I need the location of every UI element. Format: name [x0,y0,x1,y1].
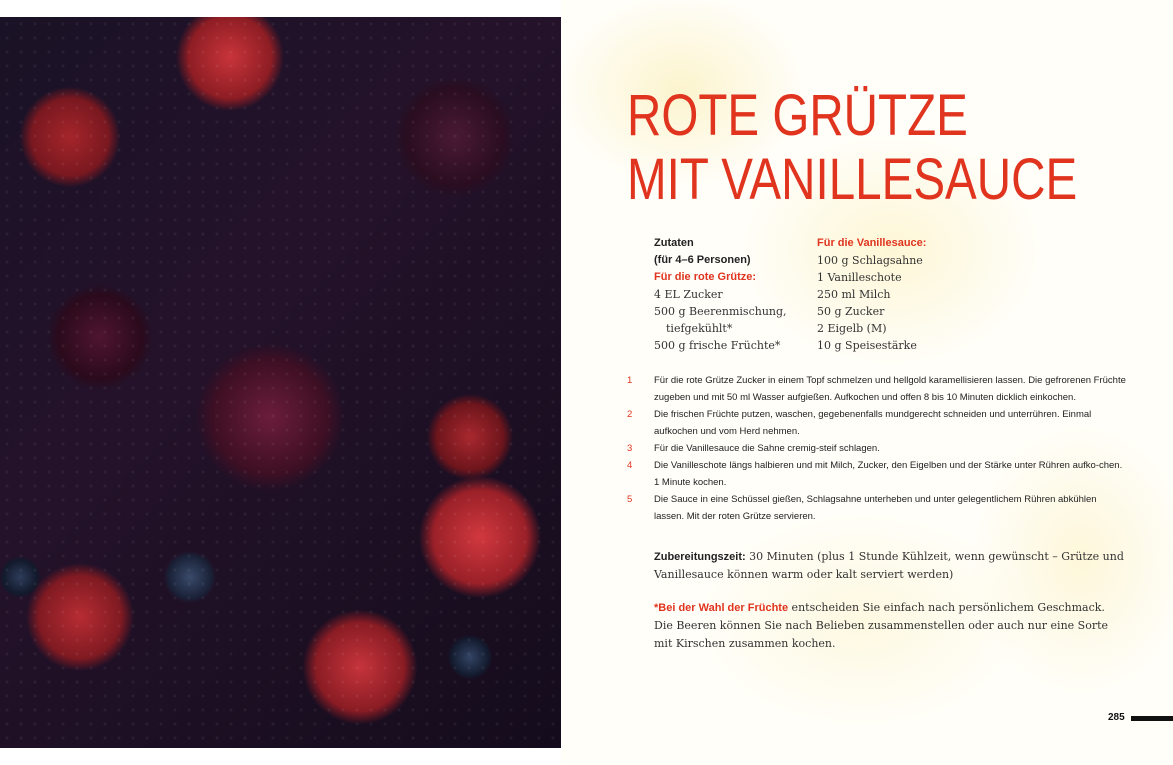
step-text: Die Sauce in eine Schüssel gießen, Schlagsahne unterheben und unter gelegentlichem Rühren abkühlen lassen. Mit der roten Grütze servieren. [654,494,1097,522]
step-text: Für die rote Grütze Zucker in einem Topf schmelzen und hellgold karamellisieren lassen. Die gefrorenen Früchte zugeben und mit 50 ml Wasser aufgießen. Aufkochen und offen 8 bis 10 Minuten dicklich einkochen. [654,375,1126,403]
ingredient-item: 250 ml Milch [817,288,891,301]
fruit-note-label: *Bei der Wahl der Früchte [654,602,789,614]
ingredients-left-column [654,235,804,354]
ingredient-item: 4 EL Zucker [654,288,723,301]
preparation-time-text: 30 Minuten (plus 1 Stunde Kühlzeit, wenn gewünscht – Grütze und Vanillesauce können warm oder kalt serviert werden) [654,550,1124,581]
step-text: Die frischen Früchte putzen, waschen, gegebenenfalls mundgerecht schneiden und unterrühren. Einmal aufkochen und vom Herd nehmen. [654,409,1092,437]
fruit-note-text: entscheiden Sie einfach nach persönlichem Geschmack. Die Beeren können Sie nach Belieben zusammenstellen oder auch nur eine Sorte mit Kirschen zusammen kochen. [654,601,1109,650]
ingredient-item: 100 g Schlagsahne [817,254,923,267]
servings-heading: (für 4–6 Personen) [654,254,751,266]
ingredients-heading: Zutaten [654,237,694,249]
ingredient-item: 1 Vanilleschote [817,271,902,284]
ingredient-item: 10 g Speisestärke [817,339,917,352]
title-line-2: MIT VANILLESAUCE [627,147,1078,212]
ingredient-item: 500 g Beerenmischung, [654,305,787,318]
ingredient-item: 50 g Zucker [817,305,885,318]
berries-photo [0,17,561,748]
fruit-note [654,599,1124,653]
step-number: 4 [627,460,633,471]
photo-texture [0,17,561,748]
ingredient-item: tiefgekühlt* [666,322,733,335]
ingredient-item: 500 g frische Früchte* [654,339,781,352]
step-number: 1 [627,375,633,386]
page-number: 285 [1108,712,1125,723]
gruetze-subheading: Für die rote Grütze: [654,271,757,283]
step-number: 2 [627,409,633,420]
ingredient-item: 2 Eigelb (M) [817,322,887,335]
step-item [627,491,1127,525]
preparation-time-label: Zubereitungszeit: [654,551,746,563]
title-line-1: ROTE GRÜTZE [627,83,968,148]
step-text: Die Vanilleschote längs halbieren und mit Milch, Zucker, den Eigelben und der Stärke unter Rühren aufko-chen. 1 Minute kochen. [654,460,1123,488]
vanillesauce-subheading: Für die Vanillesauce: [817,237,927,249]
steps-list [627,372,1127,525]
recipe-title [627,83,1078,212]
step-item [627,372,1127,406]
step-number: 3 [627,443,633,454]
step-text: Für die Vanillesauce die Sahne cremig-steif schlagen. [654,443,880,454]
step-item [627,406,1127,440]
page-number-bar [1131,716,1173,721]
ingredients-right-column [817,235,987,354]
step-number: 5 [627,494,633,505]
step-item [627,440,1127,457]
preparation-time [654,548,1124,584]
step-item [627,457,1127,491]
